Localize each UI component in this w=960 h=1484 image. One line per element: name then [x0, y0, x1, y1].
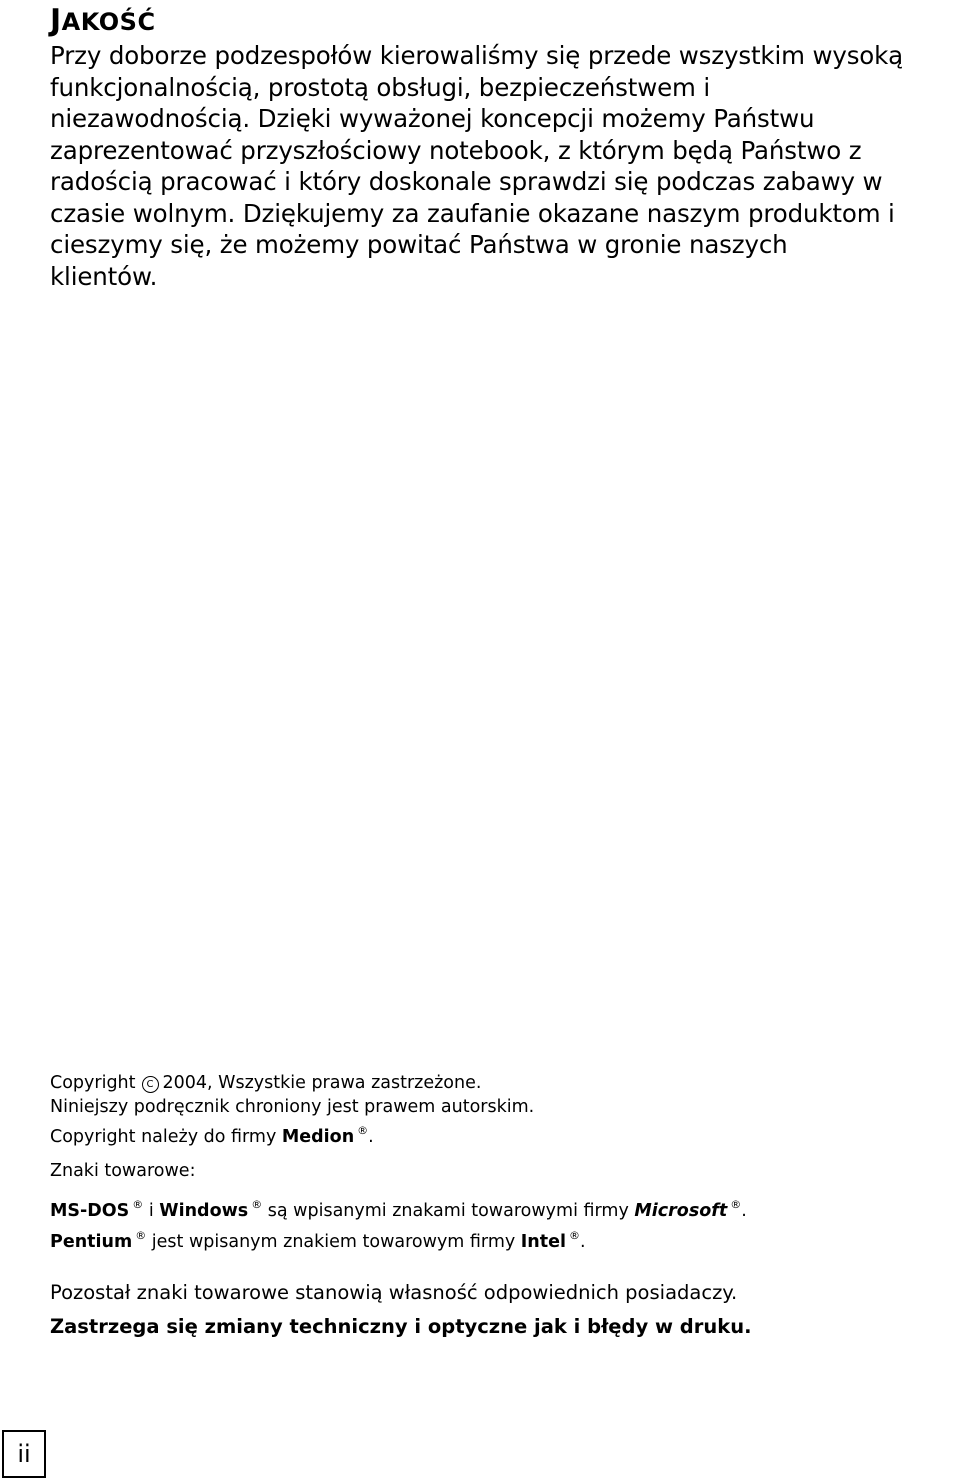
intro-line: Przy doborze podzespołów kierowaliśmy się przede wszystkim wysoką [50, 41, 904, 70]
section-heading [50, 4, 156, 39]
intro-line: cieszymy się, że możemy powitać Państwa w gronie naszych [50, 230, 788, 259]
intro-paragraph [50, 40, 960, 292]
copyright-line: Copyright C 2004, Wszystkie prawa zastrzeżone. [50, 1073, 482, 1093]
heading-initial: J [50, 3, 62, 38]
intro-line: funkcjonalnością, prostotą obsługi, bezpieczeństwem i [50, 72, 711, 102]
intro-line: klientów. [50, 261, 158, 291]
trademark-line-1: MS-DOS ® i Windows ® są wpisanymi znakami towarowymi firmy Microsoft ®. [50, 1198, 747, 1221]
copyright-icon: C [142, 1076, 159, 1093]
copyright-notice: Niniejszy podręcznik chroniony jest prawem autorskim. [50, 1096, 535, 1117]
registered-icon: ® [569, 1228, 580, 1242]
copyright-owner: Copyright należy do firmy Medion ®. [50, 1124, 374, 1147]
intro-line: radością pracować i który doskonale sprawdzi się podczas zabawy w [50, 167, 883, 196]
disclaimer: Zastrzega się zmiany techniczny i optyczne jak i błędy w druku. [50, 1315, 752, 1338]
registered-icon: ® [357, 1124, 369, 1137]
intro-line: zaprezentować przyszłościowy notebook, z którym będą Państwo z [50, 135, 862, 165]
registered-icon: ® [135, 1228, 147, 1242]
intro-line: niezawodnością. Dzięki wyważonej koncepcji możemy Państwu [50, 104, 815, 133]
other-trademarks-note: Pozostał znaki towarowe stanowią własność odpowiednich posiadaczy. [50, 1281, 738, 1304]
registered-icon: ® [132, 1198, 144, 1211]
page-number: ii [2, 1430, 46, 1478]
trademarks-label: Znaki towarowe: [50, 1160, 196, 1181]
trademark-line-2: Pentium ® jest wpisanym znakiem towarowym firmy Intel ®. [50, 1228, 586, 1252]
heading-rest: AKOŚĆ [61, 8, 156, 36]
brand-medion: Medion [281, 1127, 355, 1147]
copyright-block [50, 1072, 930, 1344]
registered-icon: ® [251, 1198, 263, 1211]
registered-icon: ® [730, 1198, 742, 1211]
intro-line: czasie wolnym. Dziękujemy za zaufanie okazane naszym produktom i [50, 198, 895, 228]
